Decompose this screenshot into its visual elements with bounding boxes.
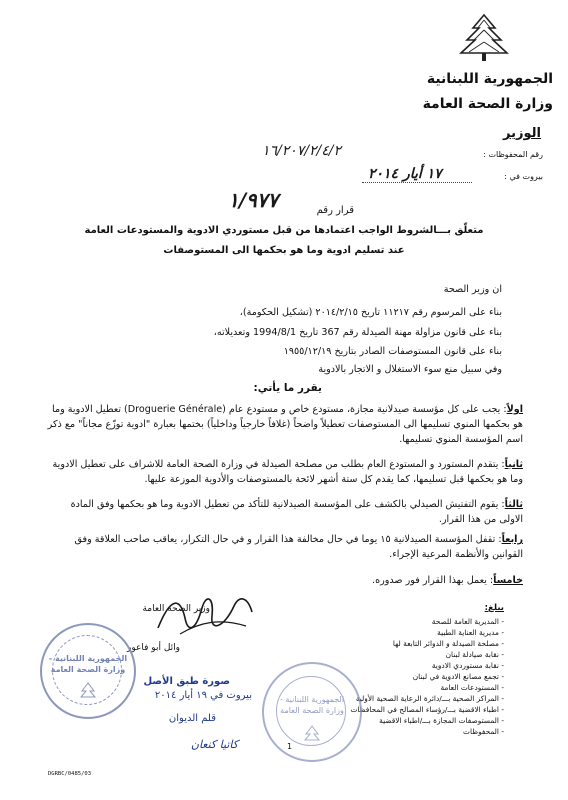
- preamble-line-4: بناء على قانون المستوصفات الصادر بتاريخ ١٩٥٥/١٢/١٩: [283, 346, 502, 357]
- ref-label: رقم المحفوظات :: [483, 150, 543, 159]
- certification-line2: بيروت في ١٩ أيار ٢٠١٤: [154, 690, 252, 701]
- distribution-item: - اطباء الاقضية بـــ/رؤساء المصالح في المحافظات: [350, 705, 504, 714]
- distribution-item: - المراكز الصحية بـــ/دائرة الرعاية الصحية الأولية: [355, 694, 504, 703]
- cedar-emblem-icon: [453, 12, 515, 66]
- distribution-item: - المستوصفات المجازة بـــ/اطباء الاقضية: [379, 716, 504, 725]
- certification-line1: صورة طبق الأصل: [143, 676, 230, 687]
- decision-subject-line2: عند تسليم ادوية وما هو بحكمها الى المستوصفات: [163, 245, 405, 256]
- certification-line3: قلم الديوان: [168, 713, 216, 724]
- stamp-cedar-icon: [78, 681, 98, 701]
- distribution-item: - نقابة صيادلة لبنان: [445, 650, 504, 659]
- article-1-label: اولاً: [506, 404, 523, 415]
- article-5-label: خامساً: [493, 575, 523, 586]
- date-label: بيروت في :: [504, 172, 543, 181]
- distribution-item: - المستودعات العامة: [440, 683, 504, 692]
- article-2: [45, 457, 523, 487]
- stamp-right-text: الجمهورية اللبنانية - وزارة الصحة العامة: [279, 695, 345, 715]
- distribution-item: - المديرية العامة للصحة: [431, 617, 504, 626]
- preamble-line-3: بناء على قانون مزاولة مهنة الصيدلة رقم 367 تاريخ 1994/8/1 وتعديلاته،: [213, 327, 502, 338]
- ministry-stamp-right: [262, 662, 362, 762]
- decides-heading: يقرر ما يأتي:: [253, 382, 322, 394]
- distribution-item: - مديرية العناية الطبية: [437, 628, 504, 637]
- preamble-line-2: بناء على المرسوم رقم ١١٢١٧ تاريخ ٢٠١٤/٢/١٥ (تشكيل الحكومة)،: [239, 307, 502, 318]
- decision-number-label: قرار رقم: [316, 205, 354, 216]
- minister-signature-icon: [150, 588, 260, 644]
- certification-signer: كاتيا كنعان: [190, 738, 238, 751]
- article-3-text: : يقوم التفتيش الصيدلي بالكشف على المؤسسة الصيدلانية للتأكد من تعطيل الادوية وما هو بحكمها وفق المادة الاولى من هذا القرار.: [70, 499, 523, 525]
- signature-title: وزير الصحة العامة: [142, 604, 210, 614]
- distribution-title: يبلغ:: [484, 603, 504, 613]
- article-5: [45, 573, 523, 588]
- date-underline: [362, 182, 472, 183]
- stamp-left-text: الجمهورية اللبنانية - وزارة الصحة العامة: [48, 654, 128, 674]
- article-2-text: : يتقدم المستورد و المستودع العام بطلب من مصلحة الصيدلة في وزارة الصحة العامة للاشراف على تعطيل الادوية وما هو بحكمها قبل تسليمها، كما يقدم كل ستة أشهر لائحة بالمستوصفات والأدوية الموزعة عليها.: [52, 459, 523, 485]
- article-4-label: رابعاً: [501, 534, 523, 545]
- ref-value: ١٦/٢٠٧/٢/٤/٢: [262, 143, 342, 159]
- distribution-item: - مصلحة الصيدلة و الدوائر التابعة لها: [392, 639, 504, 648]
- article-4: [45, 532, 523, 562]
- article-4-text: : تقفل المؤسسة الصيدلانية ١٥ يوما في حال مخالفة هذا القرار و في حال التكرار، يعاقب صاحب العلاقة وفق القوانين والأنظمة المرعية الإجراء.: [74, 534, 523, 560]
- distribution-item: - المحفوظات: [462, 727, 504, 736]
- date-value: ١٧ أيار ٢٠١٤: [368, 166, 442, 182]
- article-5-text: : يعمل بهذا القرار فور صدوره.: [372, 575, 494, 586]
- page-number: 1: [287, 742, 293, 751]
- stamp-cedar-icon: [302, 724, 322, 744]
- article-2-label: ثانياً: [504, 459, 523, 470]
- preamble-line-1: ان وزير الصحة: [443, 284, 502, 295]
- article-1-text: : يجب على كل مؤسسة صيدلانية مجازة، مستودع خاص و مستودع عام (Droguerie Générale) تعطيل الادوية وما هو بحكمها المنوي تسليمها الى المستوصفات تعطيلاً واضحاً (غلافاً خارجياً وداخلياً) بختمها بعبارة "ادوية توزّع مجاناً" مع ذكر اسم المؤسسة المنوي تسليمها.: [47, 404, 523, 445]
- distribution-item: - نقابة مستوردي الادوية: [431, 661, 504, 670]
- republic-title: الجمهورية اللبنانية: [426, 71, 553, 87]
- signature-name: وائل أبو فاعور: [127, 643, 180, 653]
- minister-title: الوزير: [503, 126, 541, 141]
- article-3: [45, 497, 523, 527]
- article-1: [45, 402, 523, 447]
- ministry-stamp-left: [40, 623, 136, 719]
- footer-code: DGRBC/0485/03: [48, 771, 92, 777]
- article-3-label: ثالثاً: [504, 499, 523, 510]
- distribution-item: - تجمع مصانع الادوية في لبنان: [412, 672, 504, 681]
- ministry-title: وزارة الصحة العامة: [422, 96, 553, 112]
- decision-number-value: ١/٩٧٧: [228, 188, 279, 212]
- decision-subject-line1: متعلّق بـــالشروط الواجب اعتمادها من قبل مستوردي الادوية والمستودعات العامة: [84, 225, 484, 236]
- preamble-line-5: وفي سبيل منع سوء الاستغلال و الاتجار بالادوية: [318, 364, 502, 375]
